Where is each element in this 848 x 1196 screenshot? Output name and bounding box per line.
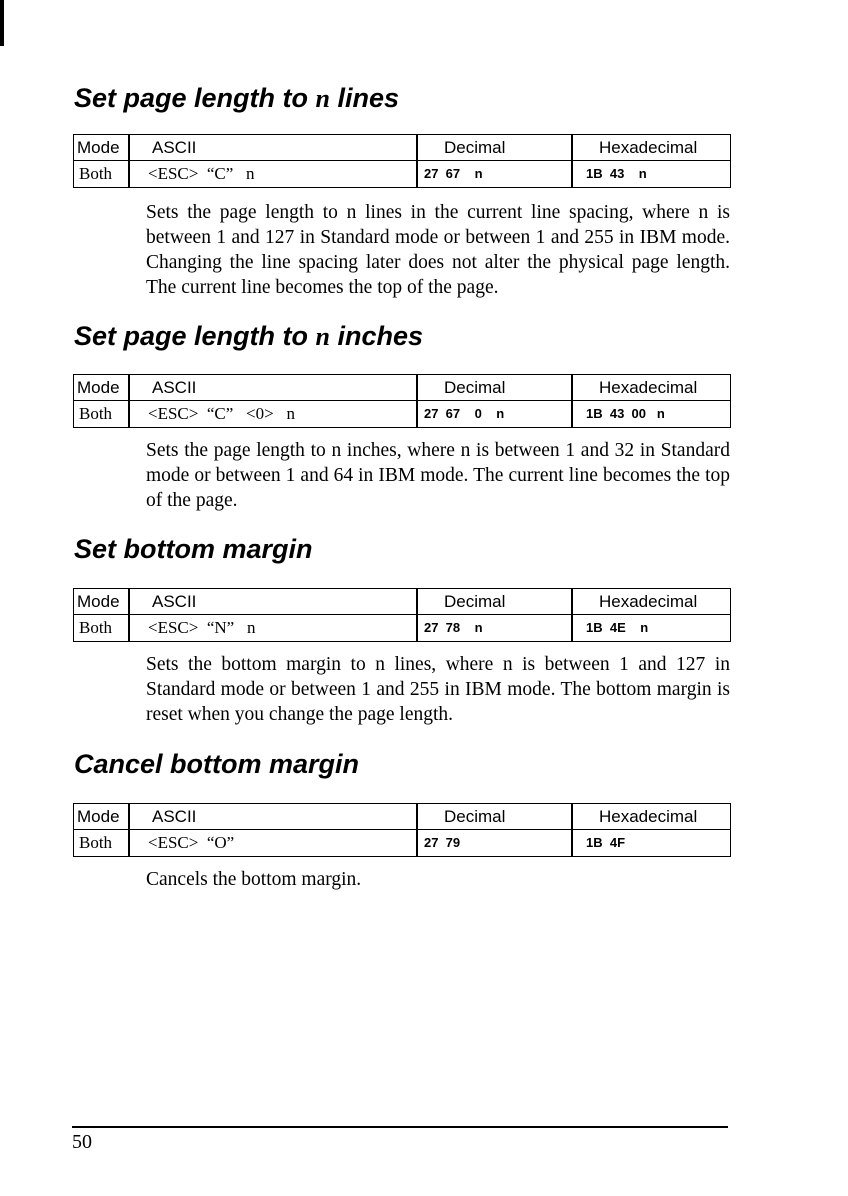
- section-description: Sets the page length to n inches, where n is between 1 and 32 in Standard mode or between 1 and 64 in IBM mode. The current line becomes the top of the page.: [146, 440, 730, 511]
- header-mode: Mode: [77, 378, 120, 397]
- cell-hex: 1B 4F: [586, 835, 626, 850]
- heading-suffix: lines: [329, 83, 400, 113]
- cell-ascii: <ESC> “C” n: [148, 164, 255, 183]
- header-hex: Hexadecimal: [599, 138, 698, 157]
- table-header-row: [74, 135, 730, 161]
- section-heading: [74, 82, 399, 115]
- header-mode: Mode: [77, 807, 120, 826]
- cell-decimal: 27 78 n: [424, 620, 483, 635]
- header-decimal: Decimal: [444, 807, 506, 826]
- section-heading: [74, 748, 359, 781]
- cell-hex: 1B 43 00 n: [586, 406, 665, 421]
- table-header-row: [74, 375, 730, 401]
- command-table: [73, 588, 731, 642]
- header-hex: Hexadecimal: [599, 378, 698, 397]
- heading-suffix: inches: [329, 321, 424, 351]
- cell-ascii: <ESC> “N” n: [148, 618, 256, 637]
- header-hex: Hexadecimal: [599, 592, 698, 611]
- table-row: [74, 615, 730, 641]
- table-row: [74, 830, 730, 856]
- heading-text: Set page length to: [74, 83, 316, 113]
- heading-text: Cancel bottom margin: [74, 749, 360, 779]
- cell-hex: 1B 43 n: [586, 166, 647, 181]
- cell-decimal: 27 67 0 n: [424, 406, 505, 421]
- header-hex: Hexadecimal: [599, 807, 698, 826]
- command-table: [73, 134, 731, 188]
- table-row: [74, 401, 730, 427]
- heading-variable: n: [315, 84, 330, 113]
- header-decimal: Decimal: [444, 378, 506, 397]
- scan-edge-mark: [0, 0, 4, 46]
- heading-text: Set bottom margin: [74, 534, 313, 564]
- page-number: 50: [72, 1131, 92, 1153]
- header-decimal: Decimal: [444, 592, 506, 611]
- command-table: [73, 803, 731, 857]
- header-ascii: ASCII: [152, 807, 197, 826]
- header-decimal: Decimal: [444, 138, 506, 157]
- heading-variable: n: [315, 322, 330, 351]
- cell-mode: Both: [79, 618, 113, 637]
- cell-mode: Both: [79, 404, 113, 423]
- table-header-row: [74, 589, 730, 615]
- footer-rule: [72, 1126, 728, 1128]
- section-description: Sets the bottom margin to n lines, where n is between 1 and 127 in Standard mode or between 1 and 255 in IBM mode. The bottom margin is reset when you change the page length.: [146, 654, 730, 725]
- cell-decimal: 27 67 n: [424, 166, 483, 181]
- table-row: [74, 161, 730, 187]
- cell-ascii: <ESC> “O”: [148, 833, 235, 852]
- table-header-row: [74, 804, 730, 830]
- section-description: Sets the page length to n lines in the current line spacing, where n is between 1 and 127 in Standard mode or between 1 and 255 in IBM mode. Changing the line spacing later does not alter the physical page length. The current line becomes the top of the page.: [146, 202, 730, 298]
- cell-ascii: <ESC> “C” <0> n: [148, 404, 295, 423]
- command-table: [73, 374, 731, 428]
- header-mode: Mode: [77, 138, 120, 157]
- header-ascii: ASCII: [152, 378, 197, 397]
- section-heading: [74, 320, 423, 353]
- cell-hex: 1B 4E n: [586, 620, 649, 635]
- cell-mode: Both: [79, 833, 113, 852]
- cell-mode: Both: [79, 164, 113, 183]
- header-mode: Mode: [77, 592, 120, 611]
- header-ascii: ASCII: [152, 592, 197, 611]
- section-heading: [74, 533, 313, 566]
- header-ascii: ASCII: [152, 138, 197, 157]
- heading-text: Set page length to: [74, 321, 316, 351]
- section-description: Cancels the bottom margin.: [146, 869, 362, 890]
- cell-decimal: 27 79: [424, 835, 461, 850]
